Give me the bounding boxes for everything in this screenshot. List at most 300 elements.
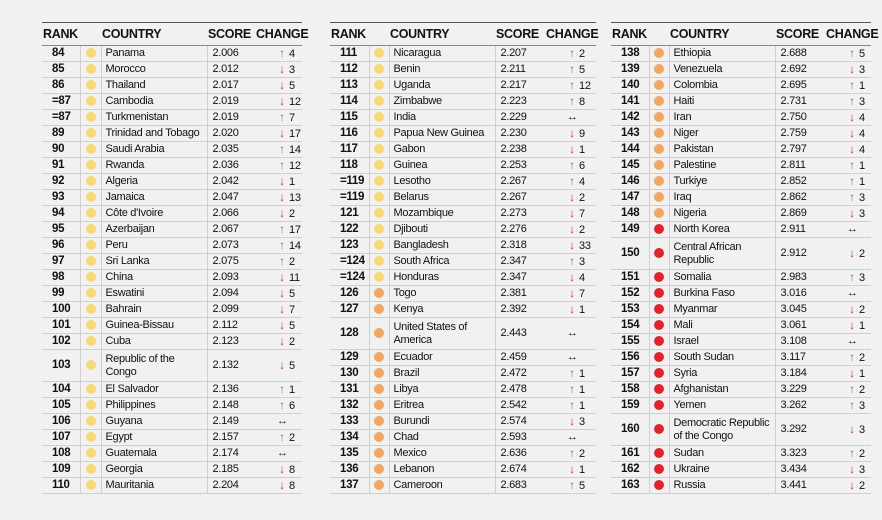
rank-cell: 147 xyxy=(611,190,649,206)
country-cell: Jamaica xyxy=(101,190,207,206)
score-cell: 2.047 xyxy=(207,190,255,206)
change-cell xyxy=(255,190,302,206)
arrow-up-icon: ↑ xyxy=(569,45,575,60)
country-cell: Venezuela xyxy=(669,62,775,78)
tier-dot-icon xyxy=(86,192,96,202)
arrow-down-icon: ↓ xyxy=(279,125,285,140)
country-cell: Lesotho xyxy=(389,174,495,190)
table-row xyxy=(330,110,596,126)
country-cell: Sudan xyxy=(669,446,775,462)
change-cell xyxy=(825,78,871,94)
score-cell: 2.683 xyxy=(495,478,545,494)
country-cell: Haiti xyxy=(669,94,775,110)
tier-dot-icon xyxy=(86,448,96,458)
score-cell: 2.042 xyxy=(207,174,255,190)
arrow-down-icon: ↓ xyxy=(279,285,285,300)
table-row xyxy=(42,222,302,238)
tier-cell xyxy=(649,414,669,446)
tier-dot-icon xyxy=(374,256,384,266)
score-header: SCORE xyxy=(495,23,545,46)
change-value: 1 xyxy=(289,383,295,396)
table-row xyxy=(611,46,871,62)
tier-dot-icon xyxy=(374,48,384,58)
country-cell: Bangladesh xyxy=(389,238,495,254)
arrow-up-icon: ↑ xyxy=(849,173,855,188)
arrow-left-right-icon: ↔ xyxy=(567,111,578,123)
score-cell: 2.211 xyxy=(495,62,545,78)
tier-cell xyxy=(369,478,389,494)
change-value: 1 xyxy=(859,79,865,92)
score-cell: 2.911 xyxy=(775,222,825,238)
change-value: 2 xyxy=(579,223,585,236)
tier-dot-icon xyxy=(654,224,664,234)
score-cell: 2.238 xyxy=(495,142,545,158)
score-cell: 2.542 xyxy=(495,398,545,414)
change-value: 1 xyxy=(579,383,585,396)
tier-cell xyxy=(80,46,101,62)
change-value: 2 xyxy=(289,207,295,220)
score-cell: 3.045 xyxy=(775,302,825,318)
tier-dot-icon xyxy=(86,144,96,154)
rank-cell: 139 xyxy=(611,62,649,78)
country-cell: Chad xyxy=(389,430,495,446)
table-row xyxy=(42,270,302,286)
table-row xyxy=(611,398,871,414)
rank-cell: 128 xyxy=(330,318,369,350)
change-cell xyxy=(255,270,302,286)
country-cell: Burundi xyxy=(389,414,495,430)
rank-cell: 155 xyxy=(611,334,649,350)
change-value: 17 xyxy=(289,223,301,236)
country-cell: Ethiopia xyxy=(669,46,775,62)
rank-cell: 140 xyxy=(611,78,649,94)
table-row xyxy=(611,158,871,174)
tier-cell xyxy=(80,126,101,142)
country-cell: Palestine xyxy=(669,158,775,174)
change-header: CHANGE xyxy=(545,23,596,46)
change-cell xyxy=(255,142,302,158)
arrow-up-icon: ↑ xyxy=(849,77,855,92)
change-cell xyxy=(255,478,302,494)
table-row xyxy=(330,478,596,494)
tier-cell xyxy=(649,190,669,206)
country-cell: Panama xyxy=(101,46,207,62)
table-row xyxy=(42,398,302,414)
tier-dot-icon xyxy=(374,448,384,458)
country-cell: Ecuador xyxy=(389,350,495,366)
arrow-up-icon: ↑ xyxy=(849,397,855,412)
arrow-down-icon: ↓ xyxy=(569,461,575,476)
table-row xyxy=(42,94,302,110)
change-cell xyxy=(255,254,302,270)
change-value: 7 xyxy=(579,287,585,300)
arrow-up-icon: ↑ xyxy=(569,77,575,92)
change-value: 2 xyxy=(579,191,585,204)
change-value: 3 xyxy=(859,423,865,436)
tier-cell xyxy=(80,318,101,334)
ranking-table-3 xyxy=(611,22,879,494)
table-row xyxy=(611,126,871,142)
rank-cell: 114 xyxy=(330,94,369,110)
change-value: 1 xyxy=(859,159,865,172)
arrow-up-icon: ↑ xyxy=(569,477,575,492)
tier-cell xyxy=(369,238,389,254)
arrow-down-icon: ↓ xyxy=(849,477,855,492)
rank-cell: 118 xyxy=(330,158,369,174)
tier-cell xyxy=(649,46,669,62)
country-cell: Guyana xyxy=(101,414,207,430)
country-cell: Iran xyxy=(669,110,775,126)
change-value: 2 xyxy=(289,431,295,444)
score-cell: 2.157 xyxy=(207,430,255,446)
arrow-down-icon: ↓ xyxy=(569,221,575,236)
score-cell: 2.674 xyxy=(495,462,545,478)
arrow-up-icon: ↑ xyxy=(849,349,855,364)
rank-cell: 158 xyxy=(611,382,649,398)
country-cell: Mauritania xyxy=(101,478,207,494)
change-cell xyxy=(255,334,302,350)
tier-dot-icon xyxy=(374,304,384,314)
change-value: 33 xyxy=(579,239,591,252)
tier-cell xyxy=(80,302,101,318)
change-value: 4 xyxy=(289,47,295,60)
tier-dot-icon xyxy=(654,144,664,154)
change-value: 6 xyxy=(289,399,295,412)
rank-cell: 97 xyxy=(42,254,80,270)
table-row xyxy=(330,126,596,142)
arrow-down-icon: ↓ xyxy=(279,77,285,92)
score-cell: 2.094 xyxy=(207,286,255,302)
change-cell xyxy=(825,206,871,222)
rank-cell: 141 xyxy=(611,94,649,110)
change-cell xyxy=(255,222,302,238)
arrow-up-icon: ↑ xyxy=(569,61,575,76)
change-cell xyxy=(825,334,871,350)
table-row xyxy=(330,286,596,302)
country-cell: El Salvador xyxy=(101,382,207,398)
change-cell xyxy=(825,222,871,238)
tier-cell xyxy=(80,270,101,286)
arrow-up-icon: ↑ xyxy=(569,381,575,396)
country-cell: Trinidad and Tobago xyxy=(101,126,207,142)
change-cell xyxy=(545,286,596,302)
country-cell: Cuba xyxy=(101,334,207,350)
table-row xyxy=(42,318,302,334)
tier-dot-icon xyxy=(654,128,664,138)
change-value: 2 xyxy=(859,479,865,492)
change-value: 17 xyxy=(289,127,301,140)
arrow-up-icon: ↑ xyxy=(279,397,285,412)
tier-cell xyxy=(649,78,669,94)
change-value: 2 xyxy=(289,255,295,268)
table-row xyxy=(42,126,302,142)
country-cell: Morocco xyxy=(101,62,207,78)
country-cell: Djibouti xyxy=(389,222,495,238)
rank-cell: 100 xyxy=(42,302,80,318)
score-cell: 2.381 xyxy=(495,286,545,302)
rank-cell: 112 xyxy=(330,62,369,78)
tier-cell xyxy=(369,190,389,206)
score-cell: 2.066 xyxy=(207,206,255,222)
table-header xyxy=(42,23,302,46)
arrow-left-right-icon: ↔ xyxy=(567,327,578,339)
table-row xyxy=(611,350,871,366)
change-value: 8 xyxy=(579,95,585,108)
change-value: 5 xyxy=(579,63,585,76)
change-cell xyxy=(825,462,871,478)
rank-cell: 91 xyxy=(42,158,80,174)
change-cell xyxy=(255,158,302,174)
score-cell: 2.253 xyxy=(495,158,545,174)
rank-cell: 142 xyxy=(611,110,649,126)
change-cell xyxy=(825,478,871,494)
tier-dot-icon xyxy=(374,432,384,442)
table-row xyxy=(330,414,596,430)
tier-dot-icon xyxy=(374,192,384,202)
tier-dot-icon xyxy=(654,336,664,346)
rank-cell: =124 xyxy=(330,254,369,270)
country-cell: Georgia xyxy=(101,462,207,478)
tier-cell xyxy=(80,190,101,206)
change-value: 3 xyxy=(859,207,865,220)
tier-cell xyxy=(649,382,669,398)
change-value: 7 xyxy=(579,207,585,220)
score-cell: 2.811 xyxy=(775,158,825,174)
tier-dot-icon xyxy=(374,240,384,250)
score-cell: 2.688 xyxy=(775,46,825,62)
change-value: 3 xyxy=(859,463,865,476)
change-cell xyxy=(255,110,302,126)
rank-cell: 86 xyxy=(42,78,80,94)
country-cell: Bahrain xyxy=(101,302,207,318)
rank-cell: 159 xyxy=(611,398,649,414)
score-cell: 2.852 xyxy=(775,174,825,190)
rank-cell: 102 xyxy=(42,334,80,350)
country-cell: India xyxy=(389,110,495,126)
table-row xyxy=(330,142,596,158)
score-cell: 2.185 xyxy=(207,462,255,478)
tier-dot-icon xyxy=(654,176,664,186)
arrow-up-icon: ↑ xyxy=(569,365,575,380)
tier-cell xyxy=(80,398,101,414)
change-value: 2 xyxy=(859,351,865,364)
rank-cell: 113 xyxy=(330,78,369,94)
tier-cell xyxy=(369,270,389,286)
table-row xyxy=(42,46,302,62)
table-row xyxy=(42,206,302,222)
score-cell: 2.912 xyxy=(775,238,825,270)
table-row xyxy=(611,318,871,334)
tier-dot-icon xyxy=(86,384,96,394)
country-cell: Kenya xyxy=(389,302,495,318)
tier-cell xyxy=(80,62,101,78)
country-cell: Togo xyxy=(389,286,495,302)
country-cell: Iraq xyxy=(669,190,775,206)
change-cell xyxy=(255,62,302,78)
table-row xyxy=(330,270,596,286)
arrow-down-icon: ↓ xyxy=(279,189,285,204)
arrow-down-icon: ↓ xyxy=(849,421,855,436)
arrow-down-icon: ↓ xyxy=(849,61,855,76)
change-cell xyxy=(255,398,302,414)
score-cell: 3.441 xyxy=(775,478,825,494)
score-cell: 2.036 xyxy=(207,158,255,174)
country-cell: Peru xyxy=(101,238,207,254)
table-row xyxy=(611,270,871,286)
tier-dot-icon xyxy=(374,384,384,394)
country-cell: Mexico xyxy=(389,446,495,462)
table-row xyxy=(42,446,302,462)
table-row xyxy=(611,110,871,126)
arrow-left-right-icon: ↔ xyxy=(277,415,288,427)
country-cell: Gabon xyxy=(389,142,495,158)
change-cell xyxy=(825,174,871,190)
rank-cell: 89 xyxy=(42,126,80,142)
table-row xyxy=(330,382,596,398)
tier-dot-icon xyxy=(374,272,384,282)
table-row xyxy=(611,222,871,238)
tier-dot-icon xyxy=(654,304,664,314)
tier-cell xyxy=(649,270,669,286)
change-value: 7 xyxy=(289,303,295,316)
tier-dot-icon xyxy=(654,48,664,58)
tier-dot-icon xyxy=(86,432,96,442)
tier-dot-icon xyxy=(374,112,384,122)
change-cell xyxy=(825,190,871,206)
arrow-down-icon: ↓ xyxy=(569,189,575,204)
tier-dot-icon xyxy=(654,352,664,362)
arrow-left-right-icon: ↔ xyxy=(847,287,858,299)
country-cell: Algeria xyxy=(101,174,207,190)
change-value: 9 xyxy=(579,127,585,140)
table-row xyxy=(611,286,871,302)
tier-dot-icon xyxy=(86,224,96,234)
rank-cell: 146 xyxy=(611,174,649,190)
arrow-left-right-icon: ↔ xyxy=(567,351,578,363)
tier-cell xyxy=(649,206,669,222)
change-cell xyxy=(545,222,596,238)
rank-cell: 117 xyxy=(330,142,369,158)
change-cell xyxy=(545,62,596,78)
table-row xyxy=(330,158,596,174)
arrow-down-icon: ↓ xyxy=(569,413,575,428)
table-row xyxy=(611,190,871,206)
rank-cell: 129 xyxy=(330,350,369,366)
country-cell: Eswatini xyxy=(101,286,207,302)
country-cell: Saudi Arabia xyxy=(101,142,207,158)
score-cell: 2.318 xyxy=(495,238,545,254)
change-cell xyxy=(255,174,302,190)
table-row xyxy=(330,462,596,478)
change-cell xyxy=(545,206,596,222)
score-cell: 2.093 xyxy=(207,270,255,286)
country-cell: Burkina Faso xyxy=(669,286,775,302)
score-cell: 2.149 xyxy=(207,414,255,430)
change-value: 1 xyxy=(859,319,865,332)
change-cell xyxy=(825,46,871,62)
rank-cell: 109 xyxy=(42,462,80,478)
score-cell: 2.750 xyxy=(775,110,825,126)
tier-cell xyxy=(369,318,389,350)
tier-dot-icon xyxy=(374,224,384,234)
change-value: 4 xyxy=(859,111,865,124)
change-cell xyxy=(255,78,302,94)
tier-dot-icon xyxy=(374,144,384,154)
tier-dot-icon xyxy=(374,368,384,378)
rank-cell: 156 xyxy=(611,350,649,366)
rank-cell: 122 xyxy=(330,222,369,238)
arrow-down-icon: ↓ xyxy=(279,333,285,348)
table-row xyxy=(611,366,871,382)
table-row xyxy=(330,430,596,446)
tier-cell xyxy=(80,462,101,478)
arrow-up-icon: ↑ xyxy=(279,221,285,236)
score-cell: 2.075 xyxy=(207,254,255,270)
change-cell xyxy=(255,462,302,478)
tier-cell xyxy=(80,142,101,158)
arrow-down-icon: ↓ xyxy=(279,477,285,492)
rank-header: RANK xyxy=(42,23,101,46)
score-cell: 2.099 xyxy=(207,302,255,318)
score-cell: 2.392 xyxy=(495,302,545,318)
arrow-down-icon: ↓ xyxy=(569,141,575,156)
country-cell: Rwanda xyxy=(101,158,207,174)
arrow-down-icon: ↓ xyxy=(849,109,855,124)
country-header: COUNTRY xyxy=(389,23,495,46)
change-cell xyxy=(545,350,596,366)
score-cell: 2.983 xyxy=(775,270,825,286)
table-row xyxy=(42,62,302,78)
country-cell: Republic of the Congo xyxy=(101,350,207,382)
tier-dot-icon xyxy=(86,320,96,330)
change-cell xyxy=(255,446,302,462)
tier-cell xyxy=(369,366,389,382)
country-cell: Lebanon xyxy=(389,462,495,478)
tier-dot-icon xyxy=(86,272,96,282)
rank-cell: 132 xyxy=(330,398,369,414)
change-value: 1 xyxy=(859,175,865,188)
country-cell: Yemen xyxy=(669,398,775,414)
change-value: 11 xyxy=(289,271,300,284)
tier-cell xyxy=(80,254,101,270)
table-row xyxy=(611,142,871,158)
tier-cell xyxy=(369,462,389,478)
change-cell xyxy=(545,302,596,318)
rank-cell: 94 xyxy=(42,206,80,222)
tier-dot-icon xyxy=(654,64,664,74)
change-value: 3 xyxy=(859,95,865,108)
change-value: 7 xyxy=(289,111,295,124)
change-cell xyxy=(255,302,302,318)
table-row xyxy=(330,78,596,94)
score-cell: 2.012 xyxy=(207,62,255,78)
change-value: 5 xyxy=(289,79,295,92)
tier-cell xyxy=(649,350,669,366)
score-cell: 2.217 xyxy=(495,78,545,94)
change-value: 1 xyxy=(579,463,585,476)
change-value: 3 xyxy=(579,255,585,268)
tier-dot-icon xyxy=(654,288,664,298)
change-cell xyxy=(545,46,596,62)
score-cell: 3.184 xyxy=(775,366,825,382)
change-cell xyxy=(825,382,871,398)
country-cell: Pakistan xyxy=(669,142,775,158)
tier-dot-icon xyxy=(86,464,96,474)
table-row xyxy=(330,238,596,254)
change-cell xyxy=(255,94,302,110)
tier-cell xyxy=(80,158,101,174)
rank-cell: 160 xyxy=(611,414,649,446)
